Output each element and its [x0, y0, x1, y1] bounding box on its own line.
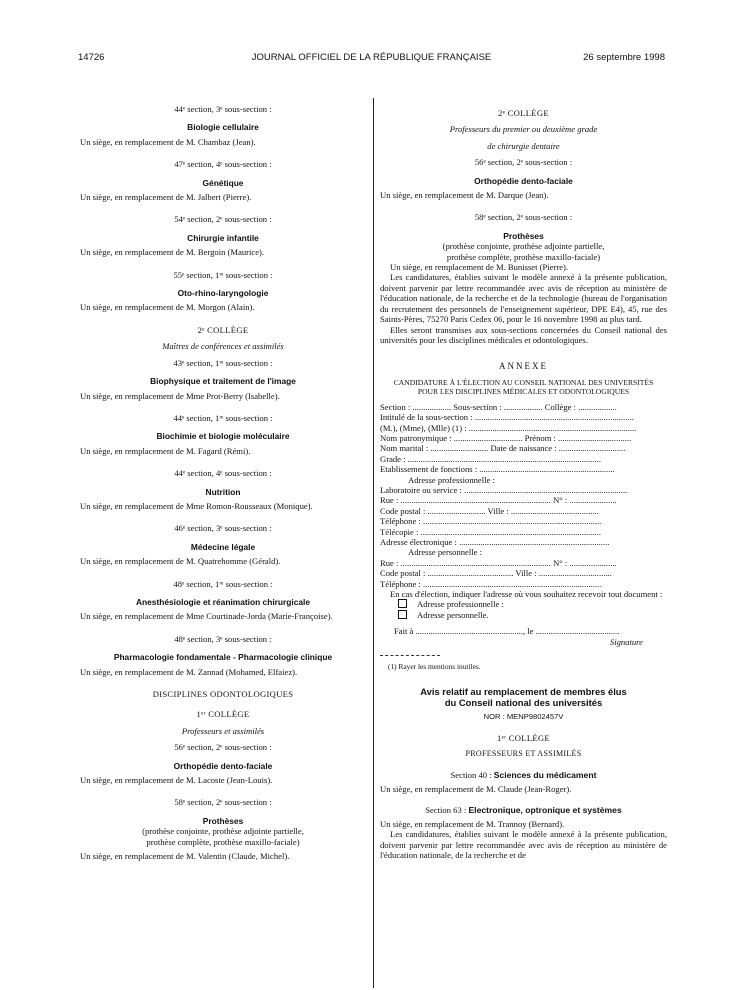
- discipline-title: Génétique: [202, 177, 244, 188]
- checkbox-icon[interactable]: [398, 599, 407, 608]
- seat-text: Un siège, en remplacement de M. Trannoy (Bernard).: [380, 818, 565, 829]
- section-heading: 58ᵉ section, 2ᵉ sous-section :: [174, 797, 272, 808]
- section-heading: 43ᵉ section, 1ʳᵉ sous-section :: [173, 357, 273, 368]
- discipline-title: Chirurgie infantile: [187, 232, 259, 243]
- parenthetical-note: prothèse complète, prothèse maxillo-faciale): [446, 251, 601, 262]
- group-heading: PROFESSEURS ET ASSIMILÉS: [465, 749, 582, 759]
- seat-text: Un siège, en remplacement de M. Fagard (Rémi).: [80, 445, 251, 456]
- form-line: Laboratoire ou service : ............................................................................: [380, 484, 628, 495]
- body-paragraph: Un siège, en remplacement de M. Bunisset (Pierre).: [390, 262, 569, 273]
- perso-address-lines: [380, 558, 667, 589]
- seat-text: Un siège, en remplacement de M. Zannad (Mohamed, Elfaiez).: [80, 666, 298, 677]
- discipline-title: Biophysique et traitement de l'image: [150, 376, 296, 387]
- journal-title: JOURNAL OFFICIEL DE LA RÉPUBLIQUE FRANÇAISE: [251, 52, 492, 63]
- category-heading: Professeurs du premier ou deuxième grade: [449, 124, 598, 135]
- right-column: [380, 98, 667, 861]
- pro-address-lines: [380, 485, 667, 547]
- seat-text: Un siège, en remplacement de M. Chambaz (Jean).: [80, 136, 256, 147]
- form-line: Adresse électronique : ......................................................................: [380, 537, 610, 547]
- seat-text: Un siège, en remplacement de Mme Romon-Rousseaux (Monique).: [80, 500, 313, 511]
- discipline-title: Biologie cellulaire: [187, 122, 259, 133]
- perso-address-label: Adresse personnelle :: [408, 547, 482, 558]
- category-heading: Professeurs et assimilés: [181, 725, 265, 736]
- seat-text: Un siège, en remplacement de M. Morgon (Alain).: [80, 302, 255, 313]
- discipline-title: Prothèses: [202, 815, 244, 826]
- annexe-subheading: CANDIDATURE À L'ÉLECTION AU CONSEIL NATIONAL DES UNIVERSITÉS: [393, 377, 654, 387]
- form-line: Téléphone : ...................................................................................: [380, 516, 602, 527]
- checkbox-label: Adresse personnelle.: [417, 609, 489, 620]
- discipline-title: Prothèses: [503, 230, 544, 241]
- seat-text: Un siège, en remplacement de M. Darque (Jean).: [380, 190, 549, 201]
- avis-title: du Conseil national des universités: [444, 697, 603, 709]
- seat-text: Un siège, en remplacement de M. Claude (Jean-Roger).: [380, 784, 572, 795]
- discipline-title: Nutrition: [205, 486, 241, 497]
- form-line: Code postal : ........................................ Ville : ..................................: [380, 568, 612, 579]
- body-paragraph: Les candidatures, établies suivant le modèle annexé à la présente publication, doivent parvenir par lettre recommandée avec avis de réception au ministère de l'éducation nationale, de la recherche et de: [380, 829, 667, 861]
- college-heading: 1ᵉʳ COLLÈGE: [497, 732, 550, 743]
- section-heading: 55ᵉ section, 1ʳᵉ sous-section :: [173, 269, 273, 280]
- form-line: Rue : ...................................................................... N° : ......................: [380, 557, 617, 568]
- left-column: [80, 98, 366, 873]
- section-heading: 44ᵉ section, 4ᵉ sous-section :: [174, 468, 272, 479]
- college-heading: DISCIPLINES ODONTOLOGIQUES: [152, 689, 294, 699]
- form-line: Nom patronymique : ................................ Prénom : ..................................: [380, 432, 632, 443]
- form-line: Section : .................. Sous-section : .................. Collège : ..................: [380, 401, 617, 412]
- form-line: Nom marital : ........................... Date de naissance : ...............................: [380, 443, 626, 454]
- discipline-title: Orthopédie dento-faciale: [173, 760, 273, 771]
- annexe-heading: ANNEXE: [499, 361, 548, 372]
- signature-label: Signature: [609, 636, 643, 647]
- section-heading: 54ᵉ section, 2ᵉ sous-section :: [174, 214, 272, 225]
- section-heading: 58ᵉ section, 2ᵉ sous-section :: [474, 212, 573, 223]
- category-heading: Maîtres de conférences et assimilés: [162, 341, 284, 352]
- college-heading: 1ᵉʳ COLLÈGE: [196, 709, 250, 720]
- seat-text: Un siège, en remplacement de M. Jalbert (Pierre).: [80, 192, 252, 203]
- parenthetical-note: (prothèse conjointe, prothèse adjointe partielle,: [142, 826, 304, 837]
- annexe-subheading: POUR LES DISCIPLINES MÉDICALES ET ODONTOLOGIQUES: [417, 386, 630, 396]
- checkbox-row[interactable]: [380, 599, 667, 609]
- discipline-title: Biochimie et biologie moléculaire: [156, 431, 290, 442]
- pro-address-label: Adresse professionnelle :: [408, 474, 495, 485]
- parenthetical-note: (prothèse conjointe, prothèse adjointe partielle,: [442, 241, 605, 252]
- seat-text: Un siège, en remplacement de Mme Courtinade-Jorda (Marie-Françoise).: [80, 611, 333, 622]
- section-heading: 47ᵉ section, 4ᵉ sous-section :: [174, 159, 272, 170]
- section-heading: 46ᵉ section, 3ᵉ sous-section :: [174, 523, 272, 534]
- form-line: Grade : ..........................................................................................: [380, 453, 602, 464]
- form-lines: [380, 402, 667, 475]
- form-line: Télécopie : ....................................................................................: [380, 526, 602, 537]
- seat-text: Un siège, en remplacement de M. Quatrehomme (Gérald).: [80, 556, 281, 567]
- discipline-title: Anesthésiologie et réanimation chirurgicale: [135, 596, 311, 607]
- discipline-title: Orthopédie dento-faciale: [474, 175, 573, 186]
- form-line: (M.), (Mme), (Mlle) (1) : ..............................................................................: [380, 422, 637, 433]
- section-heading: 56ᵉ section, 2ᵉ sous-section :: [474, 157, 573, 168]
- fait-line: Fait à .................................................., le .......................................: [394, 626, 620, 637]
- case-text: En cas d'élection, indiquer l'adresse où vous souhaitez recevoir tout document :: [390, 589, 663, 600]
- footnote: (1) Rayer les mentions inutiles.: [388, 662, 481, 672]
- college-heading: 2ᵉ COLLÈGE: [197, 324, 249, 335]
- section-heading: 56ᵉ section, 2ᵉ sous-section :: [174, 742, 272, 753]
- nor-reference: NOR : MENP9802457V: [483, 712, 564, 722]
- form-line: Rue : ...................................................................... N° : ......................: [380, 495, 617, 506]
- body-paragraph: Elles seront transmises aux sous-sections concernées du Conseil national des universités pour les disciplines médicales et odontologiques.: [380, 324, 667, 345]
- form-line: Téléphone : ...................................................................................: [380, 578, 602, 589]
- seat-text: Un siège, en remplacement de Mme Prot-Berry (Isabelle).: [80, 390, 280, 401]
- section-heading: 44ᵉ section, 3ᵉ sous-section :: [174, 104, 272, 114]
- column-divider: [373, 98, 374, 988]
- form-line: Code postal : ........................... Ville : .........................................: [380, 505, 599, 516]
- section-heading: 48ᵉ section, 3ᵉ sous-section :: [174, 633, 272, 644]
- form-line: Etablissement de fonctions : ...............................................................: [380, 464, 615, 475]
- college-heading: 2ᵉ COLLÈGE: [498, 108, 549, 118]
- form-line: Intitulé de la sous-section : ..........................................................................: [380, 412, 634, 423]
- right-top-block: [380, 108, 667, 345]
- discipline-title: Oto-rhino-laryngologie: [177, 288, 269, 299]
- parenthetical-note: prothèse complète, prothèse maxillo-faciale): [146, 836, 300, 847]
- seat-text: Un siège, en remplacement de M. Lacoste (Jean-Louis).: [80, 775, 273, 786]
- page-number: 14726: [78, 52, 105, 63]
- checkbox-icon[interactable]: [398, 610, 407, 619]
- section-heading: 48ᵉ section, 1ʳᵉ sous-section :: [173, 578, 273, 589]
- checkbox-row[interactable]: [380, 610, 667, 620]
- section-heading: Section 63 : Electronique, optronique et systèmes: [425, 804, 622, 815]
- section-heading: Section 40 : Sciences du médicament: [450, 769, 597, 780]
- footnote-rule: [380, 655, 440, 656]
- seat-text: Un siège, en remplacement de M. Bergoin (Maurice).: [80, 247, 265, 258]
- discipline-title: Médecine légale: [190, 541, 256, 552]
- seat-text: Un siège, en remplacement de M. Valentin (Claude, Michel).: [80, 851, 290, 862]
- section-heading: 44ᵉ section, 1ʳᵉ sous-section :: [173, 412, 273, 423]
- avis-title: Avis relatif au remplacement de membres élus: [420, 686, 627, 698]
- checkbox-label: Adresse professionnelle :: [417, 599, 504, 610]
- body-paragraph: Les candidatures, établies suivant le modèle annexé à la présente publication, doivent parvenir par lettre recommandée avec avis de réception au ministère de l'éducation nationale, de la recherche et de la technologie (bureau de l'organisation du recrutement des personnels de l'enseignement supérieur, DPE E4), 45, rue des Saints-Pères, 75270 Paris Cedex 06, pour le 16 novembre 1998 au plus tard.: [380, 272, 667, 325]
- category-heading: de chirurgie dentaire: [487, 140, 560, 151]
- discipline-title: Pharmacologie fondamentale - Pharmacologie clinique: [113, 652, 333, 663]
- page-header: [78, 52, 665, 66]
- publication-date: 26 septembre 1998: [583, 52, 665, 63]
